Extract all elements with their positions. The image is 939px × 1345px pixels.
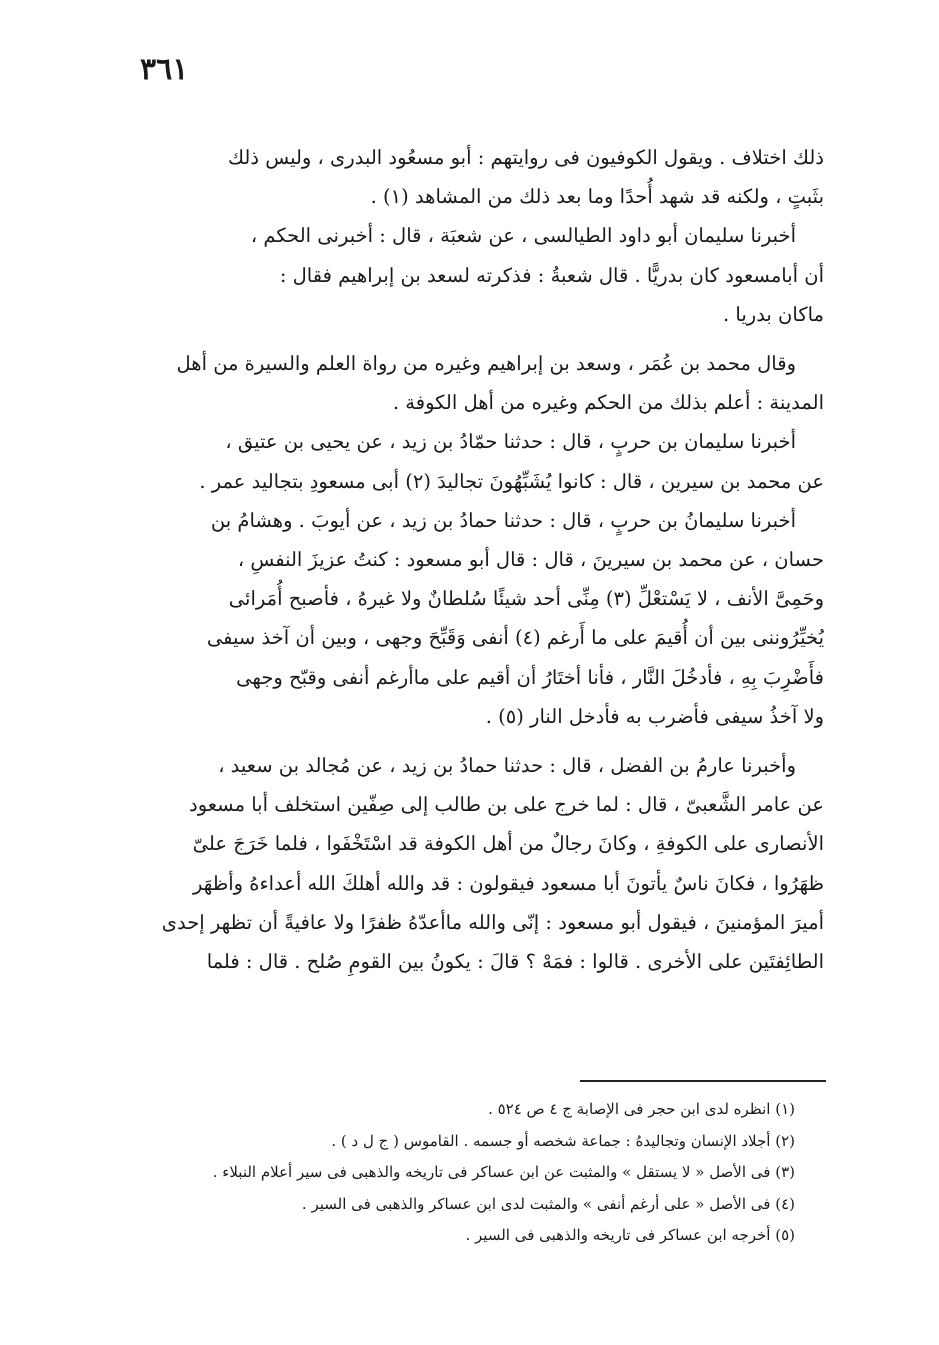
footnote-4: (٤) فى الأصل « على أرغم أنفى » والمثبت لدى ابن عساكر والذهبى فى السير . xyxy=(301,1194,795,1213)
text-line: ولا آخذُ سيفى فأضرب به فأدخل النار (٥) . xyxy=(485,704,824,728)
footnotes xyxy=(130,1094,795,1252)
footnote-1: (١) انظره لدى ابن حجر فى الإصابة ج ٤ ص ٥٢٤ . xyxy=(488,1100,795,1118)
text-line: عن محمد بن سيرين ، قال : كانوا يُشَبِّهُونَ تجاليدَ (٢) أبى مسعودِ بتجاليد عمر . xyxy=(199,469,824,493)
text-line: الأنصارى على الكوفةِ ، وكانَ رجالٌ من أهل الكوفة قد اسْتَخْفَوا ، فلما خَرَجَ علىّ xyxy=(192,832,824,856)
text-line: وأخبرنا عارمُ بن الفضل ، قال : حدثنا حمادُ بن زيد ، عن مُجالد بن سعيد ، xyxy=(218,754,796,778)
footnote-5: (٥) أخرجه ابن عساكر فى تاريخه والذهبى فى السير . xyxy=(465,1226,795,1244)
text-line: ماكان بدريا . xyxy=(723,302,824,326)
text-line: بثَبتٍ ، ولكنه قد شهد أُحدًا وما بعد ذلك من المشاهد (١) . xyxy=(370,185,824,209)
main-text xyxy=(130,138,824,981)
paragraph-5 xyxy=(130,501,824,736)
text-line: وقال محمد بن عُمَر ، وسعد بن إبراهيم وغيره من رواة العلم والسيرة من أهل xyxy=(176,352,796,376)
text-line: أخبرنا سليمانُ بن حربٍ ، قال : حدثنا حمادُ بن زيد ، عن أيوبَ . وهشامُ بن xyxy=(210,508,796,532)
text-line: أميرَ المؤمنينَ ، فيقول أبو مسعود : إنّى والله ماأعدّهُ ظفرًا ولا عافيةً أن تظهر إحدى xyxy=(161,910,824,934)
paragraph-4 xyxy=(130,422,824,500)
footnote-divider xyxy=(580,1080,826,1082)
text-line: فأَضْرِبَ بِهِ ، فأدخُلَ النَّار ، فأنا أختَارُ أن أقيم على ماأرغم أنفى وقبّح وجهى xyxy=(236,665,824,689)
footnote-2: (٢) أجلاد الإنسان وتجاليدهُ : جماعة شخصه أو جسمه . القاموس ( ج ل د ) . xyxy=(331,1131,795,1150)
text-line: أن أبامسعود كان بدريًّا . قال شعبةُ : فذكرته لسعد بن إبراهيم فقال : xyxy=(279,263,824,287)
paragraph-1 xyxy=(130,138,824,216)
text-line: أخبرنا سليمان بن حربٍ ، قال : حدثنا حمّادُ بن زيد ، عن يحيى بن عتيق ، xyxy=(225,430,796,454)
page-number: ٣٦١ xyxy=(140,52,189,87)
text-line: عن عامر الشَّعبىّ ، قال : لما خرج على بن طالب إلى صِفّين استخلف أبا مسعود xyxy=(189,793,824,817)
text-line: حسان ، عن محمد بن سيرينَ ، قال : قال أبو مسعود : كنتُ عزيزَ النفسِ ، xyxy=(237,548,824,572)
text-line: ظهَرُوا ، فكانَ ناسٌ يأتونَ أبا مسعود فيقولون : قد والله أهلكَ الله أعداءهُ وأظهَر xyxy=(192,871,824,895)
text-line: أخبرنا سليمان أبو داود الطيالسى ، عن شعبَة ، قال : أخبرنى الحكم ، xyxy=(250,224,796,248)
paragraph-2 xyxy=(130,216,824,334)
paragraph-6 xyxy=(130,746,824,981)
text-line: يُخيِّرُوننى بين أن أُقيمَ على ما أَرغم (٤) أنفى وَقَبِّحَ وجهى ، وبين أن آخذ سيفى xyxy=(206,626,824,650)
text-line: الطائِفتَين على الأخرى . قالوا : فمَهْ ؟ قالَ : يكونُ بين القومِ صُلح . قال : فلما xyxy=(206,950,824,974)
text-line: ذلك اختلاف . ويقول الكوفيون فى روايتهم : أبو مسعُود البدرى ، وليس ذلك xyxy=(227,146,824,169)
text-line: المدينة : أعلم بذلك من الحكم وغيره من أهل الكوفة . xyxy=(392,391,824,415)
paragraph-3 xyxy=(130,344,824,422)
footnote-3: (٣) فى الأصل « لا يستقل » والمثبت عن ابن عساكر فى تاريخه والذهبى فى سير أعلام النبلاء . xyxy=(212,1163,795,1181)
text-line: وحَمِىَّ الأنف ، لا يَسْتعْلِّ (٣) مِنِّى أحد شيئًا سُلطانٌ ولا غيرهُ ، فأصبح أُمَرائى xyxy=(228,587,824,611)
